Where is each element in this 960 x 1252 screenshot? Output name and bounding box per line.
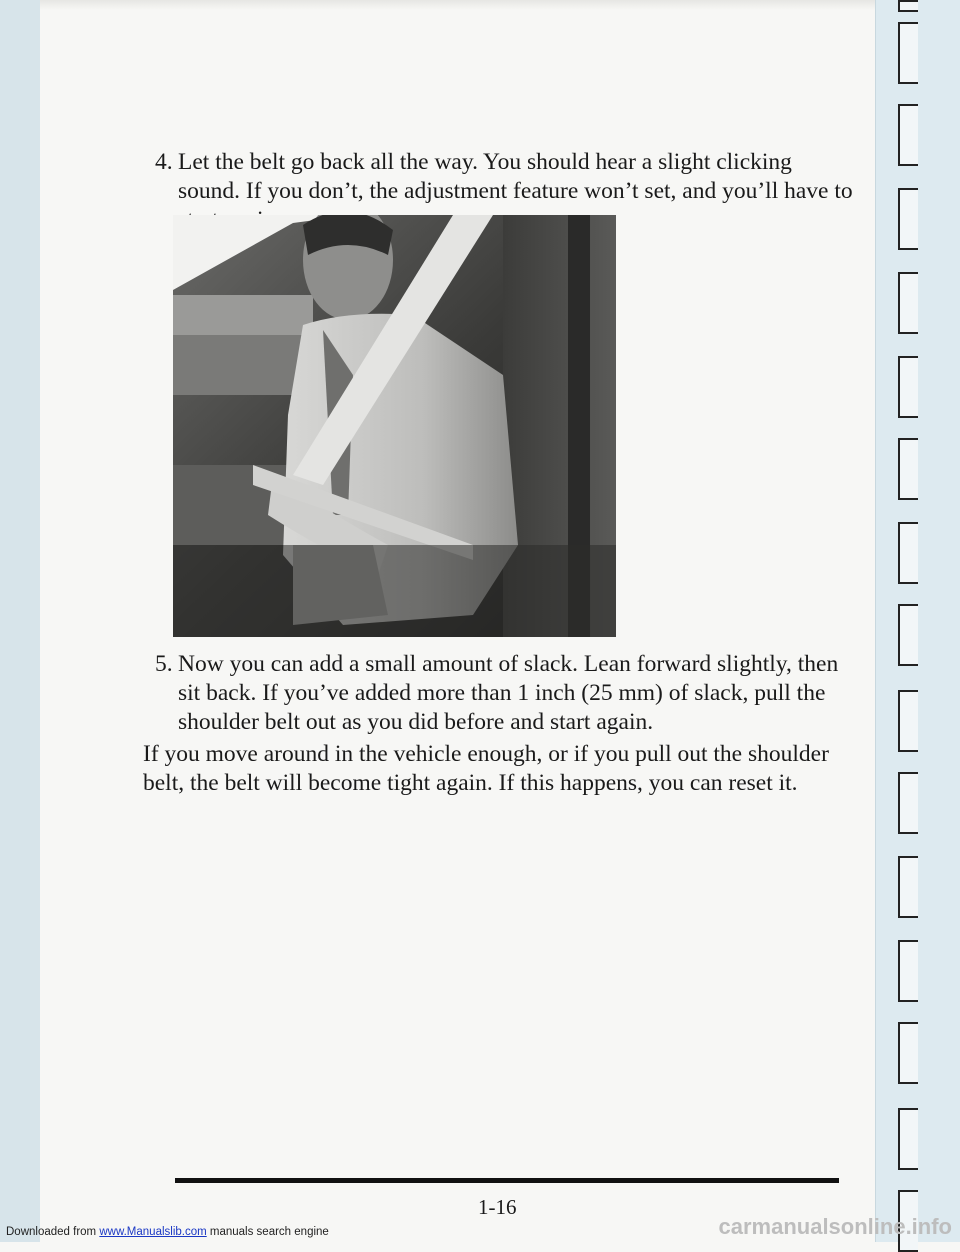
footer-prefix: Downloaded from — [6, 1226, 100, 1238]
section-tab — [898, 356, 918, 418]
section-tab — [898, 22, 918, 84]
page-rule — [175, 1178, 839, 1183]
section-tab — [898, 0, 918, 12]
section-tab — [898, 522, 918, 584]
section-tab — [898, 604, 918, 666]
section-tab — [898, 1022, 918, 1084]
section-tab — [898, 1108, 918, 1170]
section-tab-strip — [875, 0, 960, 1242]
footer-suffix: manuals search engine — [206, 1226, 329, 1238]
section-tab — [898, 940, 918, 1002]
manualslib-link[interactable]: www.Manualslib.com — [99, 1226, 207, 1238]
watermark: carmanualsonline.info — [718, 1214, 952, 1239]
section-tab — [898, 690, 918, 752]
section-tab — [898, 438, 918, 500]
step-number: 4. — [155, 149, 173, 175]
section-tab — [898, 272, 918, 334]
section-tab — [898, 104, 918, 166]
step-text: Now you can add a small amount of slack. Lean forward slightly, then sit back. If you’ve added more than 1 inch (25 mm) of slack, pull the shoulder belt out as you did before and start again. — [178, 651, 839, 735]
section-tab — [898, 772, 918, 834]
step-text: Let the belt go back all the way. You should hear a slight clicking sound. If you don’t, the adjustment feature won’t set, and you’ll have to — [178, 149, 853, 204]
section-tab — [898, 856, 918, 918]
page-number: 1-16 — [478, 1195, 517, 1219]
seatbelt-photo — [173, 215, 616, 637]
download-footer — [6, 1226, 329, 1238]
section-tab — [898, 188, 918, 250]
top-edge-shadow — [40, 0, 876, 10]
step-number: 5. — [155, 651, 173, 677]
step-5 — [155, 650, 858, 737]
body-paragraph: If you move around in the vehicle enough, or if you pull out the shoulder belt, the belt will become tight again. If this happens, you can reset it. — [143, 741, 829, 796]
left-margin-strip — [0, 0, 40, 1242]
